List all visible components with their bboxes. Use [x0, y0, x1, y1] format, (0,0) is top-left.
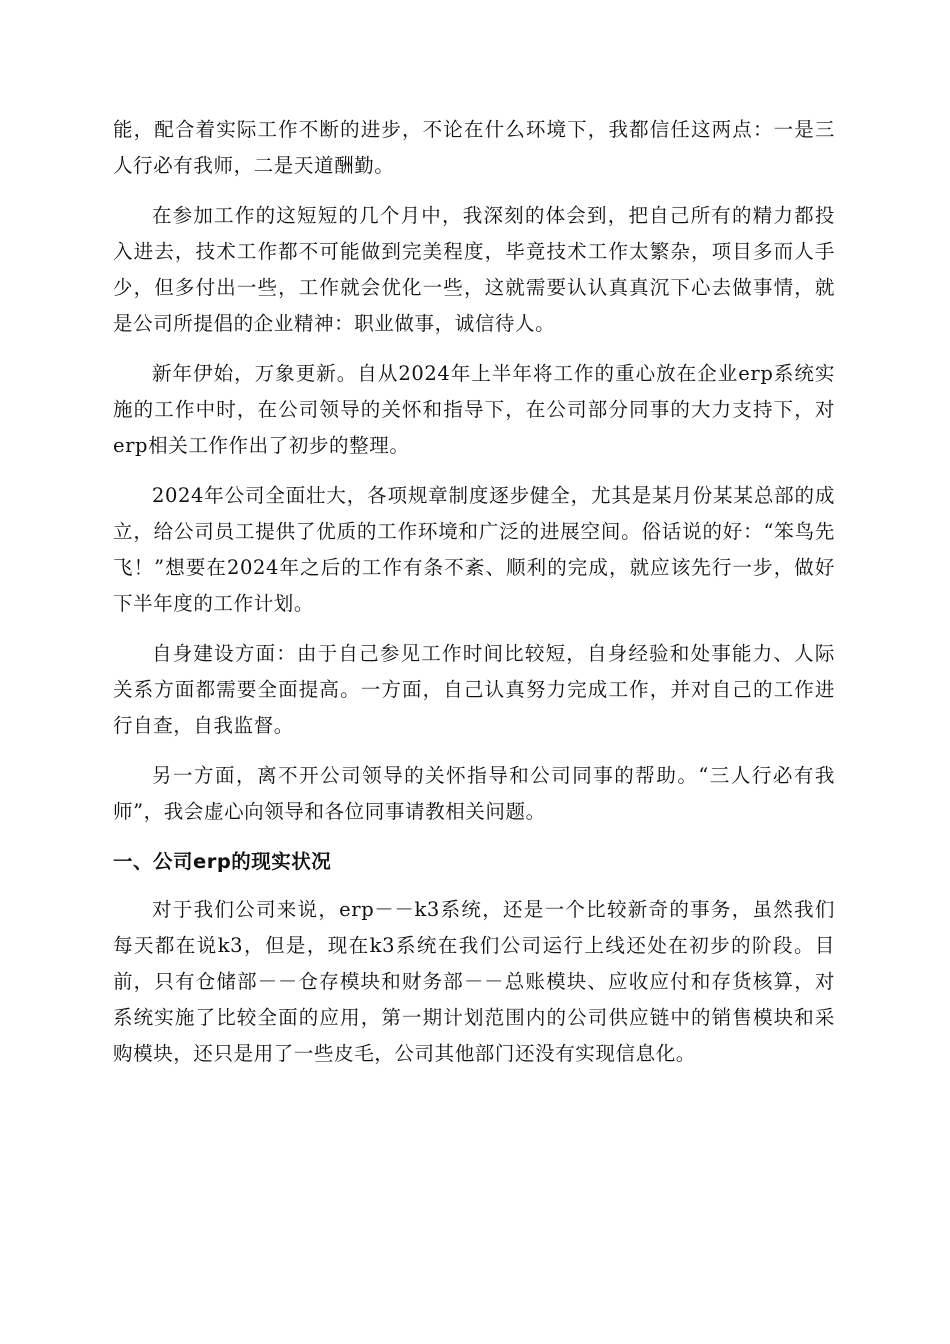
document-page: [113, 112, 835, 1086]
paragraph-continuation: 能，配合着实际工作不断的进步，不论在什么环境下，我都信任这两点：一是三人行必有我师，二是天道酬勤。: [113, 118, 835, 177]
paragraph-learning: 另一方面，离不开公司领导的关怀指导和公司同事的帮助。“三人行必有我师”，我会虚心向领导和各位同事请教相关问题。: [113, 764, 835, 823]
paragraph-self-development: 自身建设方面：由于自己参见工作时间比较短，自身经验和处事能力、人际关系方面都需要全面提高。一方面，自己认真努力完成工作，并对自己的工作进行自查，自我监督。: [113, 642, 835, 737]
paragraph-work-experience: 在参加工作的这短短的几个月中，我深刻的体会到，把自己所有的精力都投入进去，技术工作都不可能做到完美程度，毕竟技术工作太繁杂，项目多而人手少，但多付出一些，工作就会优化一些，这就需要认认真真沉下心去做事情，就是公司所提倡的企业精神：职业做事，诚信待人。: [113, 204, 835, 335]
paragraph-new-year: 新年伊始，万象更新。自从2024年上半年将工作的重心放在企业erp系统实施的工作中时，在公司领导的关怀和指导下，在公司部分同事的大力支持下，对erp相关工作作出了初步的整理。: [113, 362, 835, 457]
paragraph-company-growth: 2024年公司全面壮大，各项规章制度逐步健全，尤其是某月份某某总部的成立，给公司员工提供了优质的工作环境和广泛的进展空间。俗话说的好：“笨鸟先飞！”想要在2024年之后的工作有条不紊、顺利的完成，就应该先行一步，做好下半年度的工作计划。: [113, 484, 835, 615]
paragraph-erp-status: 对于我们公司来说，erp－－k3系统，还是一个比较新奇的事务，虽然我们每天都在说k3，但是，现在k3系统在我们公司运行上线还处在初步的阶段。目前，只有仓储部－－仓存模块和财务部－－总账模块、应收应付和存货核算，对系统实施了比较全面的应用，第一期计划范围内的公司供应链中的销售模块和采购模块，还只是用了一些皮毛，公司其他部门还没有实现信息化。: [113, 898, 835, 1065]
section-heading: 一、公司erp的现实状况: [113, 850, 332, 873]
